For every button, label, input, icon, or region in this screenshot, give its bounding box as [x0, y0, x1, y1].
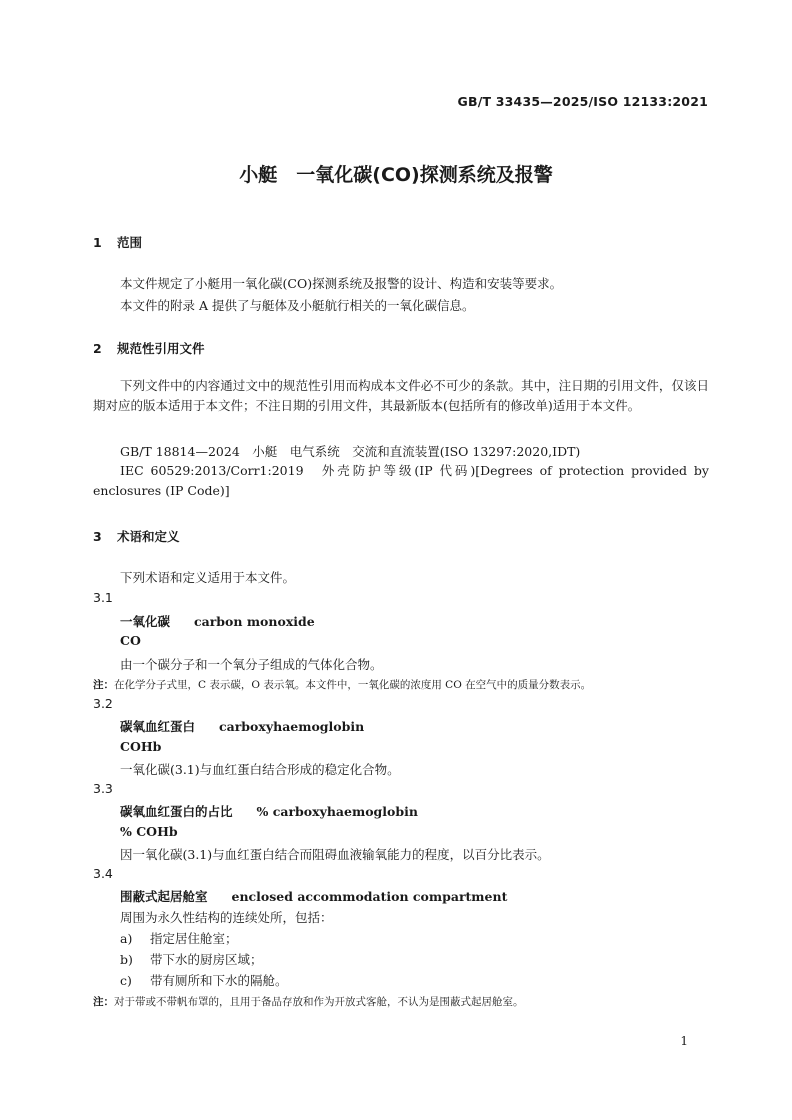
section-3-heading — [93, 527, 180, 545]
list-item — [120, 929, 238, 947]
section-number: 3 — [93, 529, 102, 544]
term-definition: 周围为永久性结构的连续处所，包括： — [120, 910, 333, 925]
note-text: 在化学分子式里，C 表示碳，O 表示氧。本文件中，一氧化碳的浓度用 CO 在空气中的质量分数表示。 — [114, 679, 592, 691]
term-definition: 由一个碳分子和一个氧分子组成的气体化合物。 — [120, 657, 383, 672]
section-number: 2 — [93, 341, 102, 356]
term-name — [120, 717, 364, 735]
section-title: 范围 — [117, 235, 143, 250]
scope-paragraph-2: 本文件的附录 A 提供了与艇体及小艇航行相关的一氧化碳信息。 — [120, 298, 475, 313]
list-text: 带有厕所和下水的隔舱。 — [150, 973, 288, 988]
section-2-heading — [93, 339, 205, 357]
term-definition: 一氧化碳(3.1)与血红蛋白结合形成的稳定化合物。 — [120, 762, 400, 777]
term-note — [93, 994, 524, 1009]
terms-intro: 下列术语和定义适用于本文件。 — [120, 570, 296, 585]
term-number: 3.4 — [93, 866, 113, 881]
term-english: carbon monoxide — [194, 614, 315, 629]
term-number: 3.2 — [93, 696, 113, 711]
reference-item: GB/T 18814—2024 小艇 电气系统 交流和直流装置(ISO 13297:2020,IDT) — [120, 444, 581, 459]
term-note — [93, 677, 591, 692]
section-1-heading — [93, 233, 142, 251]
term-number: 3.3 — [93, 781, 113, 796]
section-title: 规范性引用文件 — [117, 341, 205, 356]
term-name — [120, 802, 418, 820]
scope-paragraph-1: 本文件规定了小艇用一氧化碳(CO)探测系统及报警的设计、构造和安装等要求。 — [120, 276, 563, 291]
reference-item: IEC 60529:2013/Corr1:2019 外壳防护等级(IP 代码)[Degrees of protection provided by enclosures (IP Code)] — [93, 463, 709, 498]
term-number: 3.1 — [93, 590, 113, 605]
term-chinese: 碳氧血红蛋白 — [120, 719, 196, 734]
term-abbreviation: COHb — [120, 739, 162, 754]
list-item — [120, 971, 288, 989]
note-label: 注： — [93, 679, 114, 691]
list-marker: a) — [120, 931, 133, 946]
list-item — [120, 950, 263, 968]
term-name — [120, 612, 315, 630]
list-text: 指定居住舱室； — [150, 931, 238, 946]
document-title: 小艇 一氧化碳(CO)探测系统及报警 — [239, 164, 553, 186]
term-abbreviation: CO — [120, 633, 141, 648]
term-abbreviation: % COHb — [120, 824, 178, 839]
term-definition: 因一氧化碳(3.1)与血红蛋白结合而阻碍血液输氧能力的程度，以百分比表示。 — [120, 847, 550, 862]
term-english: carboxyhaemoglobin — [219, 719, 365, 734]
section-number: 1 — [93, 235, 102, 250]
term-english: enclosed accommodation compartment — [231, 889, 508, 904]
list-marker: c) — [120, 973, 132, 988]
term-english: % carboxyhaemoglobin — [256, 804, 418, 819]
standard-code: GB/T 33435—2025/ISO 12133:2021 — [457, 94, 708, 109]
term-chinese: 一氧化碳 — [120, 614, 171, 629]
list-marker: b) — [120, 952, 133, 967]
note-text: 对于带或不带帆布罩的，且用于备品存放和作为开放式客舱，不认为是围蔽式起居舱室。 — [114, 996, 524, 1008]
list-text: 带下水的厨房区域； — [150, 952, 263, 967]
note-label: 注： — [93, 996, 114, 1008]
page-number: 1 — [680, 1034, 688, 1048]
normative-references-intro: 下列文件中的内容通过文中的规范性引用而构成本文件必不可少的条款。其中，注日期的引用文件，仅该日期对应的版本适用于本文件；不注日期的引用文件，其最新版本(包括所有的修改单)适用于本文件。 — [93, 378, 709, 413]
term-chinese: 碳氧血红蛋白的占比 — [120, 804, 233, 819]
term-name — [120, 887, 507, 905]
section-title: 术语和定义 — [117, 529, 180, 544]
term-chinese: 围蔽式起居舱室 — [120, 889, 208, 904]
